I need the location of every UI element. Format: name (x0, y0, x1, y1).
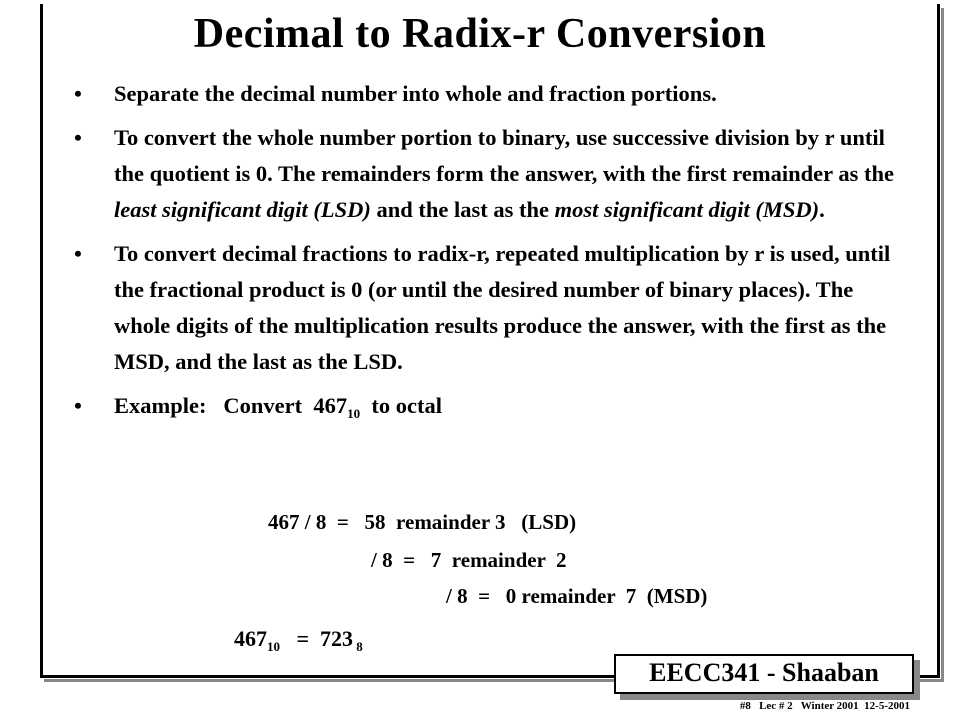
bullet-text: Separate the decimal number into whole and fraction portions. (114, 81, 717, 106)
subscript: 10 (267, 639, 280, 654)
bullet-item (74, 388, 904, 432)
bullet-text: to octal (360, 393, 442, 418)
bullet-list (74, 76, 904, 440)
example-result (234, 626, 363, 655)
bullet-text: To convert decimal fractions to radix-r, repeated multiplication by r is used, until the fractional product is 0 (or until the desired number of binary places). The whole digits of the multiplication results produce the answer, with the first as the MSD, and the last as the LSD. (114, 241, 891, 374)
bullet-dot: • (74, 393, 82, 418)
bullet-item (74, 76, 904, 112)
bullet-text: . (819, 197, 825, 222)
bullet-item (74, 236, 904, 380)
bullet-text: To convert the whole number portion to binary, use successive division by r until the quotient is 0. The remainders form the answer, with the first remainder as the (114, 125, 894, 186)
bullet-dot: • (74, 125, 82, 150)
lsd-term: least significant digit (LSD) (114, 197, 371, 222)
subscript: 10 (347, 406, 361, 421)
footer-course-box: EECC341 - Shaaban (614, 654, 914, 694)
msd-term: most significant digit (MSD) (554, 197, 820, 222)
example-line-2: / 8 = 7 remainder 2 (371, 548, 567, 572)
bullet-text: and the last as the (370, 197, 555, 222)
slide-title: Decimal to Radix-r Conversion (193, 11, 767, 57)
example-line-1: 467 / 8 = 58 remainder 3 (LSD) (268, 510, 577, 534)
bullet-text: Example: Convert 467 (114, 393, 348, 418)
bullet-dot: • (74, 241, 82, 266)
bullet-dot: • (74, 81, 82, 106)
result-value: 467 (234, 626, 267, 651)
bullet-item (74, 120, 904, 228)
footer-note: #8 Lec # 2 Winter 2001 12-5-2001 (739, 700, 910, 712)
example-line-3: / 8 = 0 remainder 7 (MSD) (446, 584, 708, 608)
subscript: 8 (353, 639, 363, 654)
result-value: = 723 (280, 626, 354, 651)
